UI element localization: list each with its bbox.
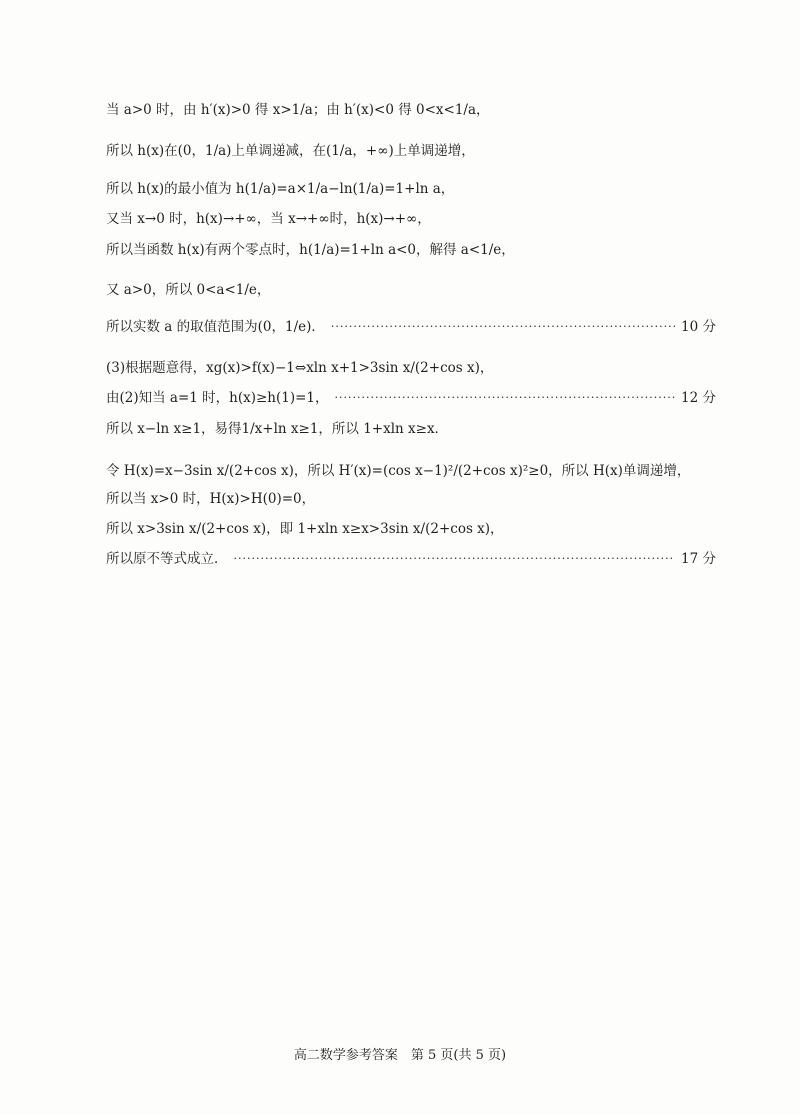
line-text: 所以 h(x)的最小值为 h(1/a)=a×1/a−ln(1/a)=1+ln a，	[106, 181, 455, 197]
answer-line-7	[106, 318, 716, 336]
line-text: 所以当函数 h(x)有两个零点时，h(1/a)=1+ln a<0，解得 a<1/e，	[106, 242, 515, 258]
answer-line-3	[106, 180, 716, 198]
answer-line-1	[106, 101, 716, 119]
line-text: 由(2)知当 a=1 时，h(x)≥h(1)=1，	[106, 390, 329, 406]
answer-line-5	[106, 241, 716, 259]
answer-line-2	[106, 142, 716, 160]
line-text: 又 a>0，所以 0<a<1/e，	[106, 282, 271, 298]
answer-line-14	[106, 550, 716, 568]
score-label: 10 分	[681, 319, 716, 335]
line-text: 当 a>0 时，由 h′(x)>0 得 x>1/a；由 h′(x)<0 得 0<x<1/a，	[106, 102, 490, 118]
line-text: 所以实数 a 的取值范围为(0，1/e)．	[106, 319, 325, 335]
dot-leader	[335, 389, 675, 407]
answer-line-8	[106, 359, 716, 377]
answer-line-9	[106, 389, 716, 407]
answer-line-6	[106, 281, 716, 299]
line-text: 所以 h(x)在(0，1/a)上单调递减，在(1/a，+∞)上单调递增，	[106, 143, 475, 159]
line-text: 又当 x→0 时，h(x)→+∞，当 x→+∞时，h(x)→+∞，	[106, 211, 431, 227]
line-text: 所以原不等式成立．	[106, 551, 228, 567]
answer-line-13	[106, 520, 716, 538]
page-footer: 高二数学参考答案 第 5 页(共 5 页)	[293, 1048, 507, 1063]
line-text: (3)根据题意得，xg(x)>f(x)−1⇔xln x+1>3sin x/(2+cos x)，	[106, 360, 494, 376]
line-text: 令 H(x)=x−3sin x/(2+cos x)，所以 H′(x)=(cos x−1)²/(2+cos x)²≥0，所以 H(x)单调递增，	[106, 463, 691, 479]
score-label: 17 分	[681, 551, 716, 567]
answer-line-4	[106, 210, 716, 228]
dot-leader	[234, 550, 676, 568]
score-label: 12 分	[681, 390, 716, 406]
answer-line-11	[106, 462, 716, 480]
line-text: 所以 x>3sin x/(2+cos x)，即 1+xln x≥x>3sin x/(2+cos x)，	[106, 521, 504, 537]
line-text: 所以当 x>0 时，H(x)>H(0)=0，	[106, 491, 316, 507]
answer-line-10	[106, 420, 716, 438]
dot-leader	[331, 318, 675, 336]
answer-line-12	[106, 490, 716, 508]
line-text: 所以 x−ln x≥1，易得1/x+ln x≥1，所以 1+xln x≥x．	[106, 421, 449, 437]
